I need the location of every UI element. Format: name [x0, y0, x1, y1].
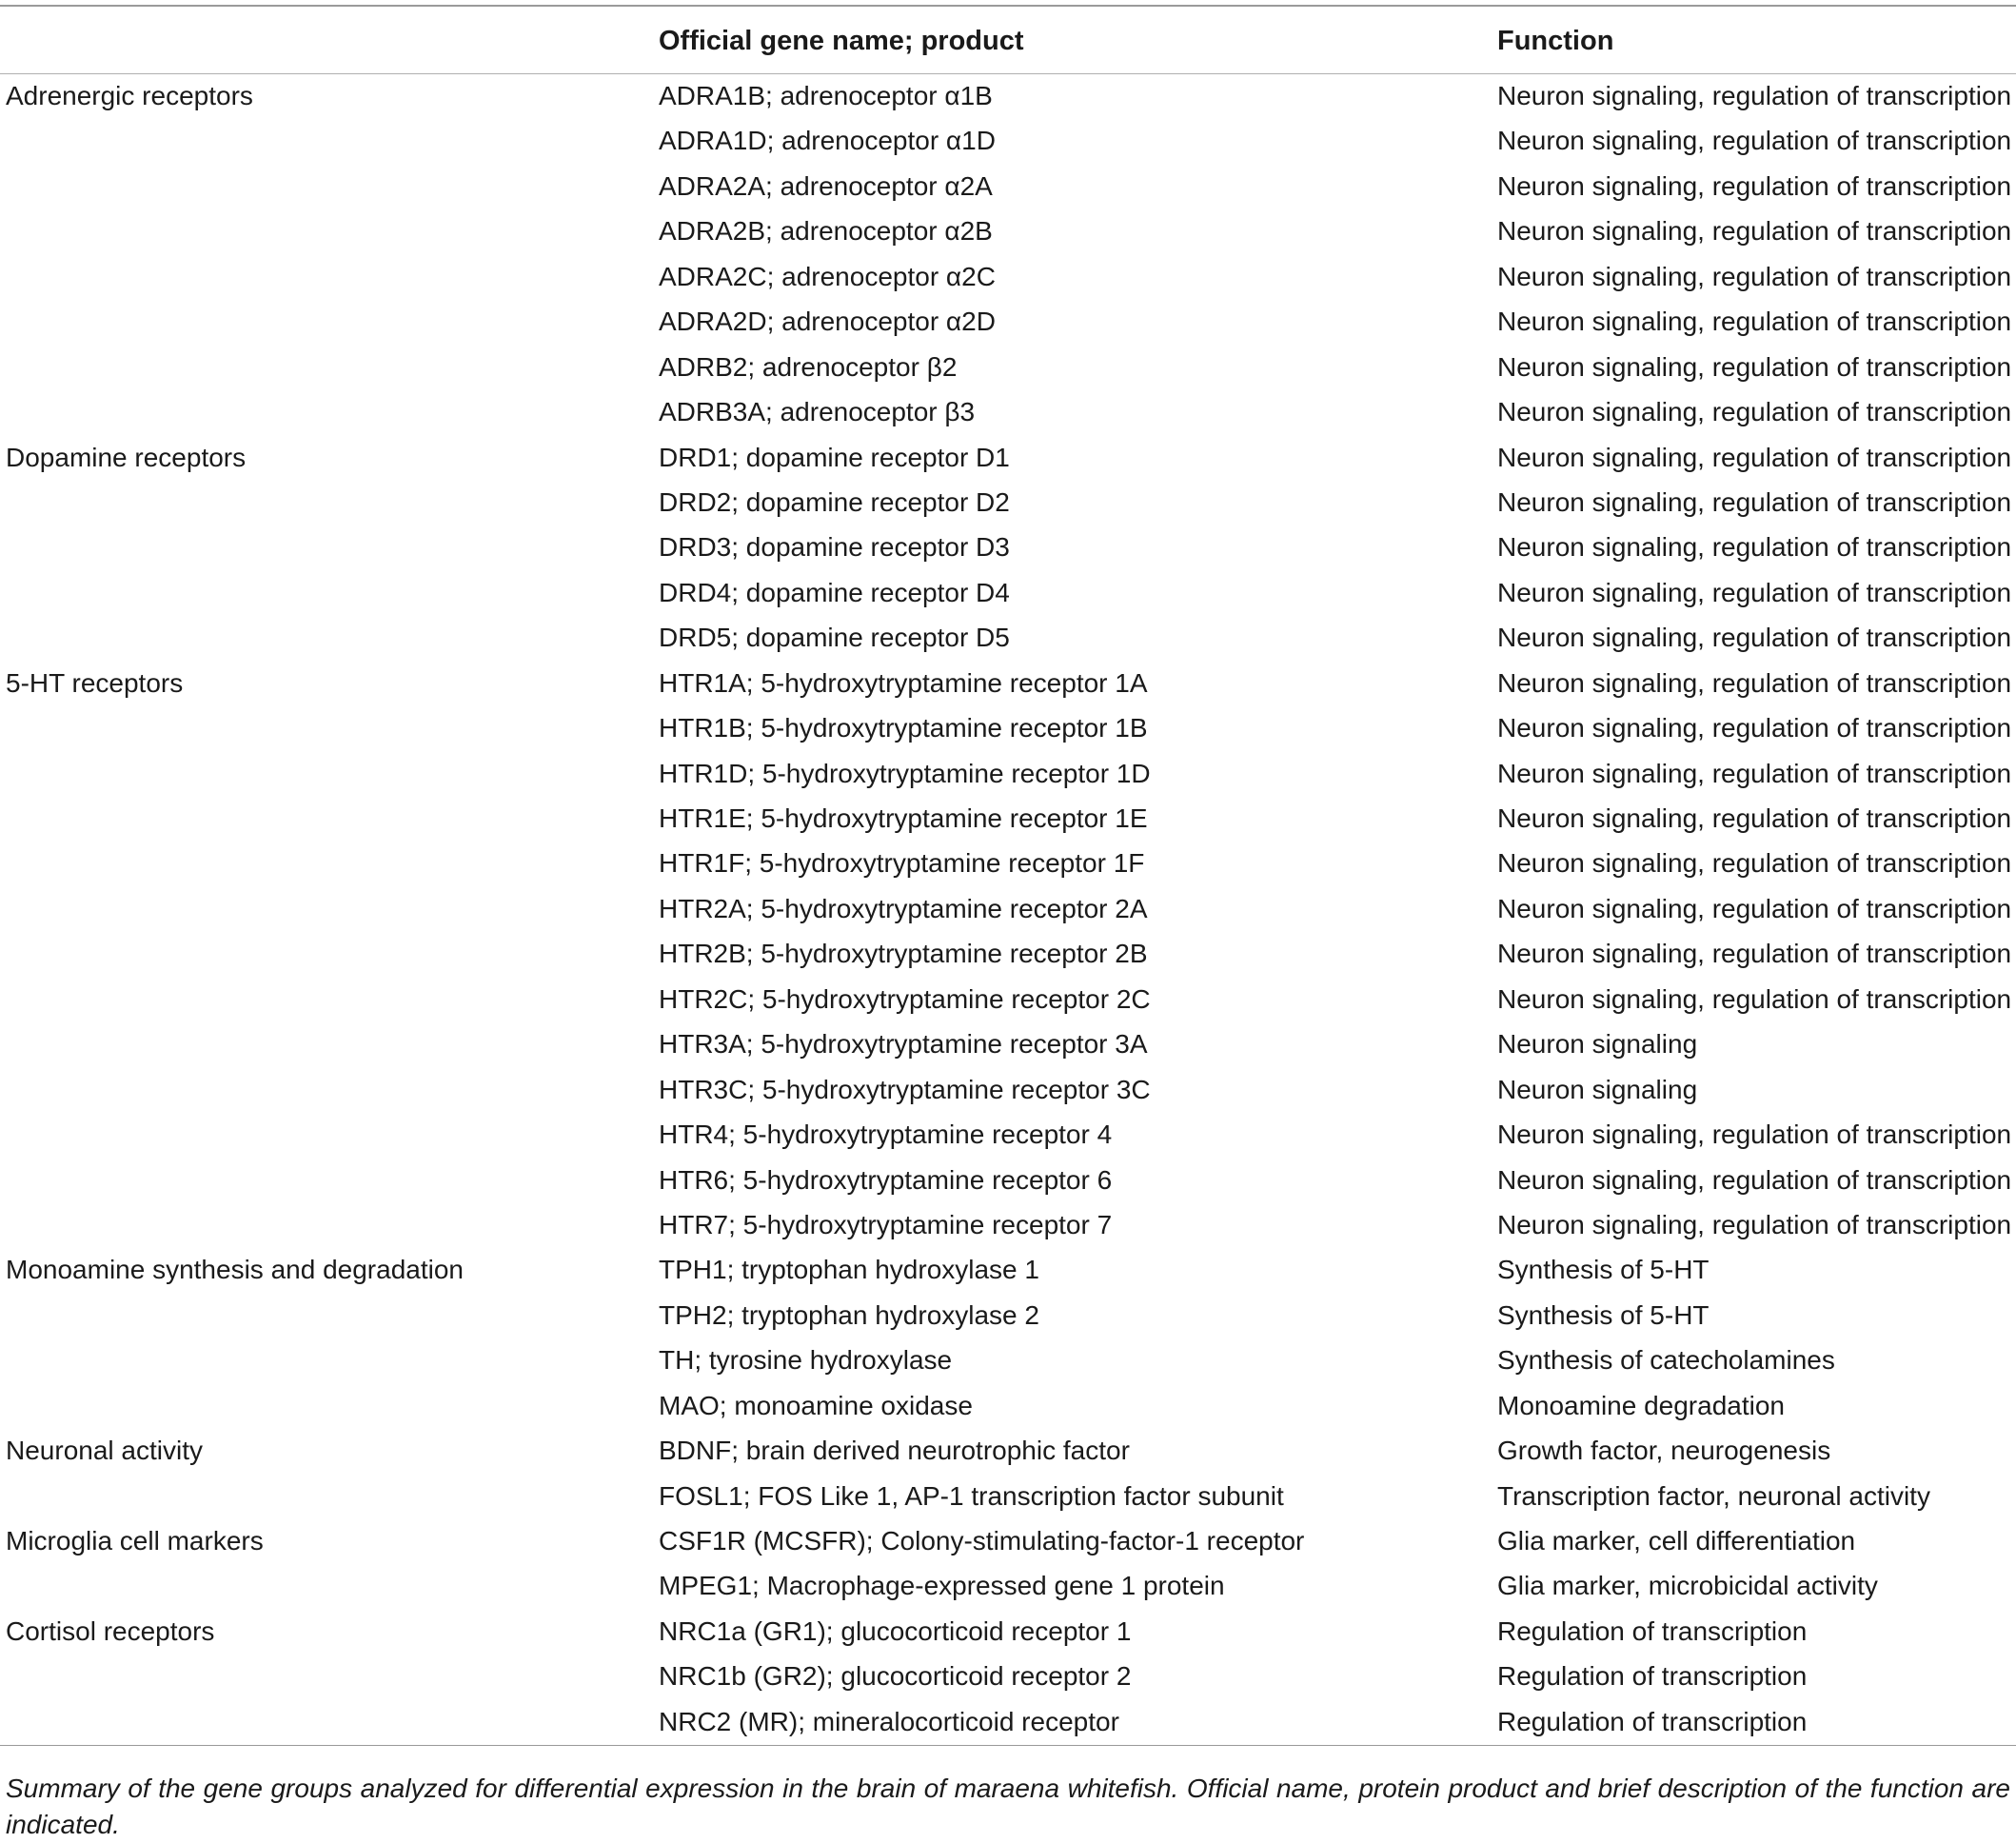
table-row — [0, 1248, 2016, 1293]
table-row — [0, 978, 2016, 1022]
cell-function: Neuron signaling, regulation of transcription — [1497, 216, 2012, 247]
cell-function: Neuron signaling — [1497, 1074, 1698, 1104]
cell-function: Regulation of transcription — [1497, 1661, 1808, 1692]
cell-gene: NRC1b (GR2); glucocorticoid receptor 2 — [659, 1661, 1132, 1692]
cell-function: Neuron signaling, regulation of transcription — [1497, 351, 2012, 382]
table-row — [0, 436, 2016, 481]
cell-gene: ADRA1B; adrenoceptor α1B — [659, 81, 993, 110]
table-row — [0, 1700, 2016, 1745]
cell-group: Adrenergic receptors — [6, 81, 253, 110]
cell-function: Neuron signaling, regulation of transcription — [1497, 758, 2012, 788]
cell-function: Neuron signaling, regulation of transcription — [1497, 939, 2012, 969]
table-row — [0, 1564, 2016, 1609]
cell-gene: DRD4; dopamine receptor D4 — [659, 577, 1010, 607]
table-row — [0, 616, 2016, 661]
cell-gene: ADRA2A; adrenoceptor α2A — [659, 170, 993, 201]
cell-function: Neuron signaling, regulation of transcription — [1497, 1120, 2012, 1150]
cell-gene: HTR3C; 5-hydroxytryptamine receptor 3C — [659, 1074, 1151, 1104]
table-row — [0, 209, 2016, 254]
cell-group: Microglia cell markers — [6, 1526, 264, 1556]
cell-function: Transcription factor, neuronal activity — [1497, 1480, 1930, 1511]
cell-gene: ADRB2; adrenoceptor β2 — [659, 351, 958, 382]
table-row — [0, 1159, 2016, 1203]
table-row — [0, 1113, 2016, 1158]
cell-gene: NRC2 (MR); mineralocorticoid receptor — [659, 1706, 1119, 1736]
cell-gene: BDNF; brain derived neurotrophic factor — [659, 1436, 1130, 1466]
cell-function: Neuron signaling, regulation of transcription — [1497, 532, 2012, 563]
table-row — [0, 1294, 2016, 1338]
cell-function: Neuron signaling, regulation of transcription — [1497, 442, 2012, 472]
cell-gene: DRD1; dopamine receptor D1 — [659, 442, 1010, 472]
cell-gene: MAO; monoamine oxidase — [659, 1390, 973, 1420]
table-bottom-rule — [0, 1745, 2016, 1746]
cell-gene: CSF1R (MCSFR); Colony-stimulating-factor-1 receptor — [659, 1526, 1305, 1556]
cell-function: Neuron signaling, regulation of transcription — [1497, 170, 2012, 201]
cell-function: Neuron signaling, regulation of transcription — [1497, 667, 2012, 698]
cell-function: Neuron signaling, regulation of transcription — [1497, 983, 2012, 1014]
table-row — [0, 706, 2016, 751]
cell-gene: HTR1E; 5-hydroxytryptamine receptor 1E — [659, 803, 1148, 833]
cell-function: Synthesis of catecholamines — [1497, 1345, 1835, 1376]
table-row — [0, 1022, 2016, 1067]
cell-function: Glia marker, microbicidal activity — [1497, 1571, 1878, 1601]
cell-gene: DRD2; dopamine receptor D2 — [659, 486, 1010, 517]
cell-function: Regulation of transcription — [1497, 1706, 1808, 1736]
table-row — [0, 390, 2016, 435]
table-row — [0, 662, 2016, 706]
header-gene: Official gene name; product — [659, 26, 1024, 56]
gene-table — [0, 5, 2016, 1746]
cell-function: Neuron signaling, regulation of transcription — [1497, 307, 2012, 337]
cell-function: Regulation of transcription — [1497, 1615, 1808, 1646]
cell-function: Neuron signaling, regulation of transcription — [1497, 261, 2012, 291]
cell-group: Neuronal activity — [6, 1436, 203, 1466]
table-row — [0, 300, 2016, 345]
cell-gene: HTR3A; 5-hydroxytryptamine receptor 3A — [659, 1029, 1148, 1060]
cell-gene: ADRA2D; adrenoceptor α2D — [659, 307, 996, 337]
table-row — [0, 481, 2016, 525]
cell-gene: HTR2A; 5-hydroxytryptamine receptor 2A — [659, 893, 1148, 923]
cell-gene: ADRA2C; adrenoceptor α2C — [659, 261, 996, 291]
cell-group: Dopamine receptors — [6, 442, 247, 472]
cell-function: Glia marker, cell differentiation — [1497, 1526, 1856, 1556]
table-row — [0, 525, 2016, 570]
cell-function: Neuron signaling, regulation of transcription — [1497, 397, 2012, 427]
cell-group: 5-HT receptors — [6, 667, 184, 698]
cell-gene: HTR2C; 5-hydroxytryptamine receptor 2C — [659, 983, 1151, 1014]
table-row — [0, 1475, 2016, 1519]
cell-gene: MPEG1; Macrophage-expressed gene 1 protein — [659, 1571, 1225, 1601]
cell-gene: TH; tyrosine hydroxylase — [659, 1345, 953, 1376]
table-row — [0, 1384, 2016, 1429]
cell-function: Neuron signaling, regulation of transcription — [1497, 623, 2012, 653]
table-caption: Summary of the gene groups analyzed for differential expression in the brain of maraena whitefish. Official name, protein product and brief description of the function are indicated. — [6, 1774, 2010, 1839]
cell-function: Neuron signaling, regulation of transcription — [1497, 126, 2012, 156]
table-row — [0, 119, 2016, 164]
table-row — [0, 797, 2016, 842]
cell-gene: HTR4; 5-hydroxytryptamine receptor 4 — [659, 1120, 1113, 1150]
cell-function: Monoamine degradation — [1497, 1390, 1785, 1420]
cell-gene: HTR1F; 5-hydroxytryptamine receptor 1F — [659, 848, 1145, 879]
cell-gene: FOSL1; FOS Like 1, AP-1 transcription factor subunit — [659, 1480, 1284, 1511]
table-row — [0, 752, 2016, 797]
cell-gene: HTR6; 5-hydroxytryptamine receptor 6 — [659, 1164, 1113, 1195]
table-row — [0, 571, 2016, 616]
cell-function: Growth factor, neurogenesis — [1497, 1436, 1831, 1466]
cell-gene: DRD3; dopamine receptor D3 — [659, 532, 1010, 563]
cell-gene: NRC1a (GR1); glucocorticoid receptor 1 — [659, 1615, 1132, 1646]
cell-function: Synthesis of 5-HT — [1497, 1255, 1710, 1285]
cell-group: Cortisol receptors — [6, 1615, 215, 1646]
table-row — [0, 1429, 2016, 1474]
table-row — [0, 932, 2016, 977]
header-function: Function — [1497, 26, 1614, 56]
cell-gene: HTR1A; 5-hydroxytryptamine receptor 1A — [659, 667, 1148, 698]
table-row — [0, 165, 2016, 209]
cell-function: Neuron signaling, regulation of transcription — [1497, 486, 2012, 517]
cell-gene: ADRB3A; adrenoceptor β3 — [659, 397, 976, 427]
cell-function: Neuron signaling, regulation of transcription — [1497, 1209, 2012, 1239]
table-row — [0, 255, 2016, 300]
cell-gene: HTR7; 5-hydroxytryptamine receptor 7 — [659, 1209, 1113, 1239]
cell-function: Synthesis of 5-HT — [1497, 1299, 1710, 1330]
cell-gene: DRD5; dopamine receptor D5 — [659, 623, 1010, 653]
cell-gene: ADRA1D; adrenoceptor α1D — [659, 126, 996, 156]
table-header-row — [0, 7, 2016, 73]
cell-function: Neuron signaling, regulation of transcription — [1497, 577, 2012, 607]
cell-function: Neuron signaling, regulation of transcription — [1497, 1164, 2012, 1195]
cell-function: Neuron signaling — [1497, 1029, 1698, 1060]
table-row — [0, 1338, 2016, 1383]
cell-gene: HTR1D; 5-hydroxytryptamine receptor 1D — [659, 758, 1151, 788]
table-row — [0, 1519, 2016, 1564]
cell-gene: TPH2; tryptophan hydroxylase 2 — [659, 1299, 1039, 1330]
table-row — [0, 346, 2016, 390]
table-body — [0, 74, 2016, 1745]
cell-function: Neuron signaling, regulation of transcription — [1497, 893, 2012, 923]
cell-function: Neuron signaling, regulation of transcription — [1497, 803, 2012, 833]
cell-gene: ADRA2B; adrenoceptor α2B — [659, 216, 993, 247]
cell-gene: TPH1; tryptophan hydroxylase 1 — [659, 1255, 1039, 1285]
table-row — [0, 887, 2016, 932]
cell-gene: HTR2B; 5-hydroxytryptamine receptor 2B — [659, 939, 1148, 969]
cell-group: Monoamine synthesis and degradation — [6, 1255, 464, 1285]
table-row — [0, 74, 2016, 119]
cell-function: Neuron signaling, regulation of transcription — [1497, 81, 2012, 110]
table-row — [0, 842, 2016, 886]
table-row — [0, 1655, 2016, 1699]
table-row — [0, 1203, 2016, 1248]
cell-function: Neuron signaling, regulation of transcription — [1497, 848, 2012, 879]
table-row — [0, 1068, 2016, 1113]
cell-function: Neuron signaling, regulation of transcription — [1497, 713, 2012, 743]
cell-gene: HTR1B; 5-hydroxytryptamine receptor 1B — [659, 713, 1148, 743]
table-row — [0, 1610, 2016, 1655]
